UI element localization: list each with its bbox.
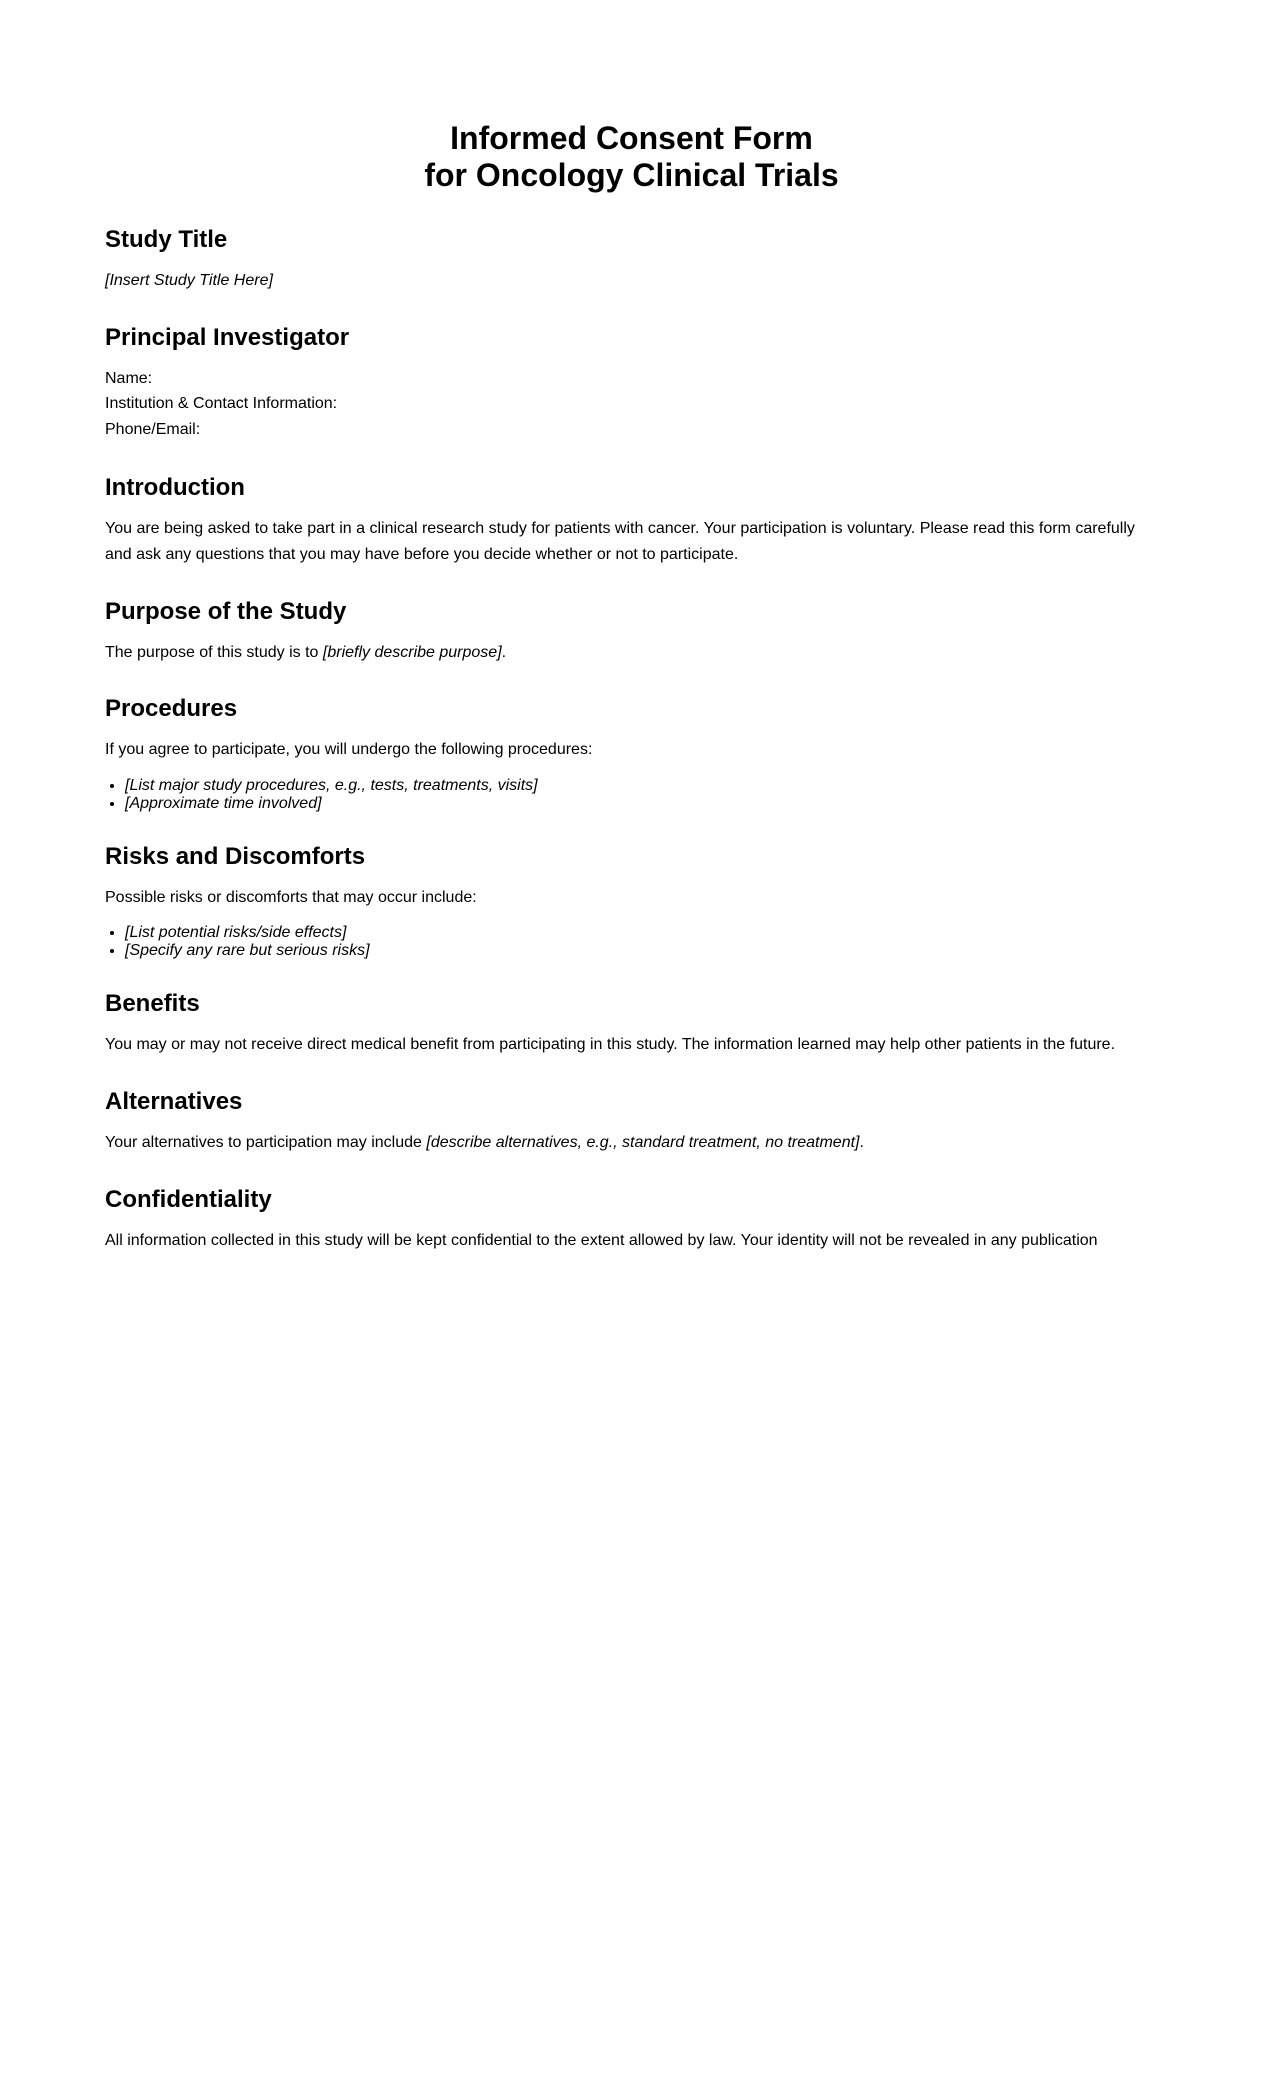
section-study-title: [105, 226, 1158, 294]
alternatives-placeholder: [describe alternatives, e.g., standard treatment, no treatment]: [426, 1133, 860, 1151]
investigator-phone-email-field: [105, 417, 1158, 443]
introduction-body: You are being asked to take part in a clinical research study for patients with cancer. Your participation is voluntary. Please read this form carefully and ask any questions that you may have before you decide whether or not to participate.: [105, 520, 1135, 563]
alternatives-body: [105, 1130, 1158, 1156]
procedures-list: [105, 777, 1158, 813]
section-alternatives: [105, 1088, 1158, 1156]
benefits-body: You may or may not receive direct medical benefit from participating in this study. The information learned may help other patients in the future.: [105, 1036, 1116, 1054]
risks-list: [105, 924, 1158, 960]
investigator-name-field: [105, 366, 1158, 392]
section-purpose: [105, 598, 1158, 666]
investigator-fields: [105, 366, 1158, 443]
investigator-institution-field: [105, 391, 1158, 417]
purpose-suffix: .: [501, 643, 507, 661]
section-heading-alternatives: Alternatives: [105, 1087, 243, 1115]
section-confidentiality: [105, 1186, 1158, 1254]
section-principal-investigator: [105, 324, 1158, 443]
section-heading-introduction: Introduction: [105, 474, 245, 502]
study-title-placeholder: [Insert Study Title Here]: [105, 272, 273, 289]
field-label: Name:: [105, 369, 153, 387]
list-item: • [Specify any rare but serious risks]: [125, 942, 1158, 960]
purpose-body: [105, 640, 1158, 666]
procedures-intro: If you agree to participate, you will undergo the following procedures:: [105, 741, 593, 759]
document-title-line-1: Informed Consent Form: [450, 120, 813, 156]
document-title: [105, 120, 1158, 194]
field-label: Phone/Email:: [105, 420, 201, 438]
section-heading-study-title: Study Title: [105, 226, 228, 253]
list-item: • [List major study procedures, e.g., tests, treatments, visits]: [125, 777, 1158, 795]
list-item: • [List potential risks/side effects]: [125, 924, 1158, 942]
section-risks: [105, 843, 1158, 961]
alternatives-suffix: .: [859, 1133, 864, 1151]
section-heading-confidentiality: Confidentiality: [105, 1185, 272, 1213]
section-benefits: [105, 990, 1158, 1058]
purpose-placeholder: [briefly describe purpose]: [322, 643, 502, 661]
purpose-text: The purpose of this study is to: [105, 643, 323, 661]
section-procedures: [105, 695, 1158, 813]
section-heading-principal-investigator: Principal Investigator: [105, 323, 350, 351]
alternatives-text: Your alternatives to participation may include: [105, 1133, 427, 1151]
field-label: Institution & Contact Information:: [105, 395, 338, 413]
section-heading-purpose: Purpose of the Study: [105, 597, 347, 625]
risks-intro: Possible risks or discomforts that may occur include:: [105, 888, 477, 906]
list-item: • [Approximate time involved]: [125, 795, 1158, 813]
section-heading-benefits: Benefits: [105, 990, 200, 1018]
section-heading-risks: Risks and Discomforts: [105, 842, 366, 870]
section-introduction: [105, 474, 1158, 567]
confidentiality-body: All information collected in this study will be kept confidential to the extent allowed by law. Your identity will not be revealed in any publication: [105, 1231, 1098, 1249]
document-title-line-2: for Oncology Clinical Trials: [424, 157, 839, 193]
section-heading-procedures: Procedures: [105, 695, 238, 723]
